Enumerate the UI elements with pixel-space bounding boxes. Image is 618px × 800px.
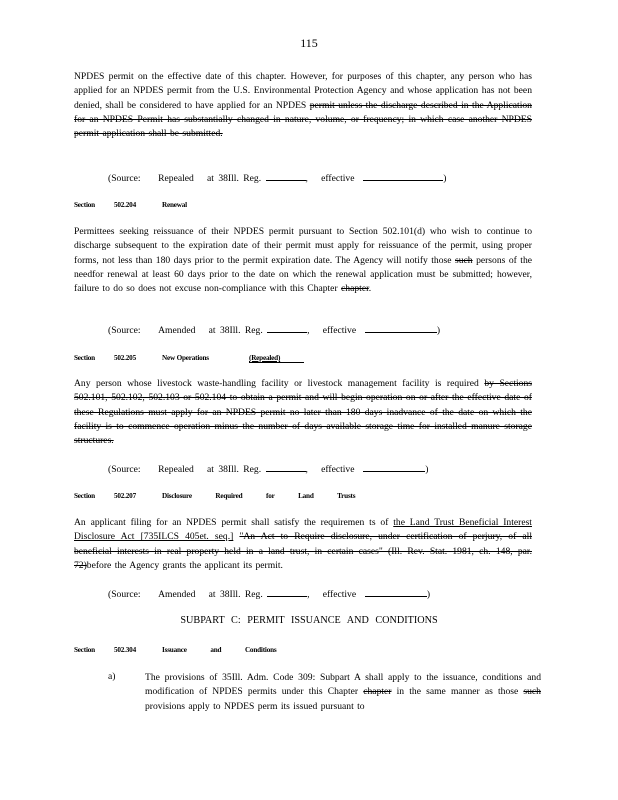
source-note: (Source: Repealed at 38Ill. Reg. , effective )	[108, 170, 447, 186]
paragraph-intro	[74, 70, 532, 141]
paragraph-land-trusts: An applicant filing for an NPDES permit shall satisfy the requiremen ts of the Land Trust Beneficial Interest Disclosure Act [735ILCS 405et. seq.] "An Act to Require disclosure, under certification of perjury, of all beneficial interests in real property held in a land trust, in certain cases" (Ill. Rev. Stat. 1981, ch. 148, par. 72)before the Agency grants the applicant its permit.	[74, 517, 532, 571]
struck-text: chapter	[341, 283, 369, 295]
section-heading: Section 502.207 Disclosure Required for Land Trusts	[74, 492, 356, 500]
blank-line	[365, 586, 427, 597]
blank-line	[267, 322, 307, 333]
blank-line	[365, 322, 437, 333]
struck-text: permit unless the discharge described in the Application for an NPDES Permit has substantially changed in nature, volume, or frequency; in which case another NPDES permit application shall be submitted.	[74, 99, 532, 140]
struck-text: by Sections 502.101, 502.102, 502.103 or 502.104 to obtain a permit and will begin operation on or after the effective date of these Regulations must apply for an NPDES permit no later than 180 days inadvance of the date on which the facility is to commence operation minus the number of days available storage time for installed manure storage structures.	[74, 378, 532, 447]
blank-line	[266, 461, 306, 472]
source-note: (Source: Repealed at 38Ill. Reg. , effective )	[108, 461, 429, 477]
section-heading: Section 502.204 Renewal	[74, 201, 187, 209]
source-note: (Source: Amended at 38Ill. Reg. , effective )	[108, 586, 430, 602]
repealed-status: (Repealed)	[249, 354, 304, 363]
section-heading: Section 502.304 Issuance and Conditions	[74, 646, 277, 654]
blank-line	[363, 170, 443, 181]
list-item-label: a)	[108, 671, 116, 682]
struck-text: such	[523, 686, 541, 698]
paragraph-text: NPDES permit on the effective date of this chapter. However, for purposes of this chapter, any person who has applied for an NPDES permit from the U.S. Environmental Protection Agency and whose application has not been denied, shall be considered to have applied for an NPDES	[74, 71, 532, 111]
struck-text: chapter	[363, 686, 392, 698]
subpart-heading: SUBPART C: PERMIT ISSUANCE AND CONDITIONS	[180, 615, 438, 626]
paragraph-renewal: Permittees seeking reissuance of their NPDES permit pursuant to Section 502.101(d) who wish to continue to discharge subsequent to the expiration date of their permit must apply for reissuance of the permit, using proper forms, not less than 180 days prior to the permit expiration date. The Agency will notify those such persons of the needfor renewal at least 60 days prior to the date on which the renewal application must be submitted; however, failure to do so does not excuse non-compliance with this Chapter chapter.	[74, 226, 532, 295]
blank-line	[363, 461, 425, 472]
struck-text: "An Act to Require disclosure, under certification of perjury, of all beneficial interests in real property held in a land trust, in certain cases" (Ill. Rev. Stat. 1981, ch. 148, par. 72)	[74, 531, 532, 571]
page-number: 115	[300, 36, 318, 50]
source-note: (Source: Amended at 38Ill. Reg. , effective )	[108, 322, 440, 338]
paragraph-new-operations: Any person whose livestock waste-handling facility or livestock management facility is required by Sections 502.101, 502.102, 502.103 or 502.104 to obtain a permit and will begin operation on or after the effective date of these Regulations must apply for an NPDES permit no later than 180 days inadvance of the date on which the facility is to commence operation minus the number of days available storage time for installed manure storage structures.	[74, 378, 532, 447]
list-item-text: The provisions of 35Ill. Adm. Code 309: Subpart A shall apply to the issuance, conditions and modification of NPDES permits under this Chapter chapter in the same manner as those such provisions apply to NPDES perm its issued pursuant to	[145, 672, 541, 712]
blank-line	[267, 586, 307, 597]
struck-text: such	[455, 254, 473, 266]
blank-line	[266, 170, 306, 181]
inserted-text: the Land Trust Beneficial Interest Disclosure Act [735ILCS 405et. seq.]	[74, 517, 532, 543]
section-heading: Section 502.205 New Operations (Repealed)	[74, 354, 304, 363]
